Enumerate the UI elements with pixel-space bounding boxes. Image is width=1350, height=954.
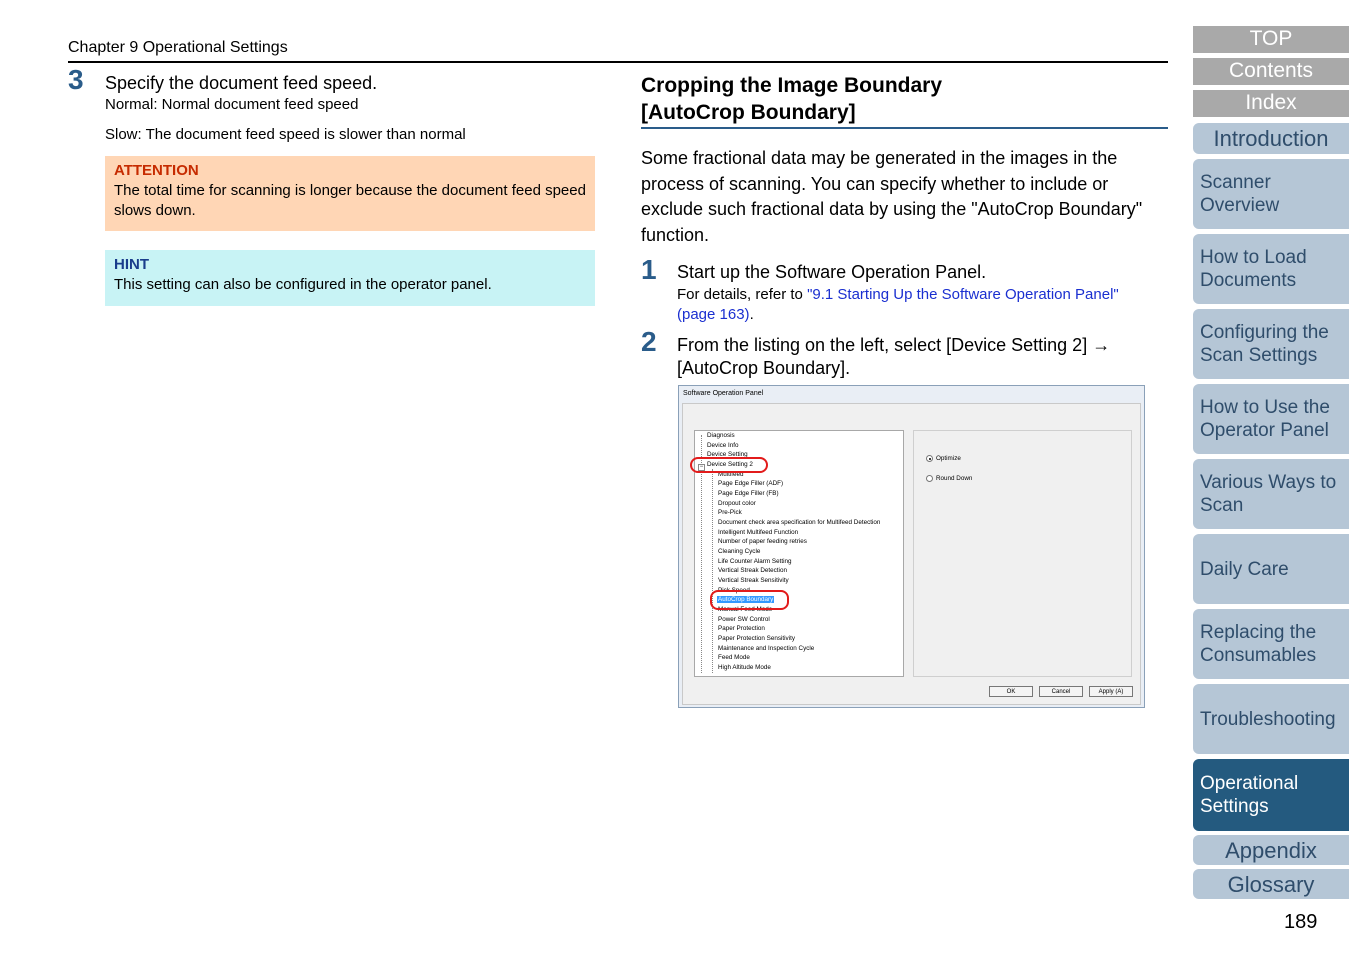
radio-selected-icon — [926, 455, 933, 462]
section-rule — [641, 127, 1168, 129]
step-2-line1: From the listing on the left, select [Device Setting 2] → — [677, 335, 1111, 355]
tree-item[interactable]: Vertical Streak Detection — [718, 567, 787, 574]
page-163-link[interactable]: (page 163) — [677, 306, 750, 323]
tree-item-autocrop-boundary[interactable]: AutoCrop Boundary — [718, 596, 774, 603]
slow-speed-line: Slow: The document feed speed is slower than normal — [105, 126, 466, 143]
tree-item[interactable]: Document check area specification for Multifeed Detection — [718, 519, 881, 526]
tree-item[interactable]: Power SW Control — [718, 616, 770, 623]
nav-various-ways-to-scan[interactable]: Various Ways to Scan — [1193, 459, 1349, 529]
round-down-label: Round Down — [936, 475, 973, 483]
step-1-detail — [677, 285, 1157, 325]
header-rule — [68, 61, 1168, 63]
tree-item[interactable]: Diagnosis — [707, 432, 735, 439]
step-3-number: 3 — [68, 64, 84, 95]
tree-item[interactable]: Life Counter Alarm Setting — [718, 558, 792, 565]
nav-contents[interactable]: Contents — [1193, 58, 1349, 85]
nav-top[interactable]: TOP — [1193, 26, 1349, 53]
nav-replacing-consumables[interactable]: Replacing the Consumables — [1193, 609, 1349, 679]
tree-item[interactable]: Paper Protection — [718, 625, 765, 632]
collapse-icon[interactable]: − — [699, 464, 704, 470]
cancel-button[interactable]: Cancel — [1039, 686, 1083, 697]
tree-item[interactable]: Maintenance and Inspection Cycle — [718, 645, 815, 652]
nav-scanner-overview[interactable]: Scanner Overview — [1193, 159, 1349, 229]
section-title-line1: Cropping the Image Boundary — [641, 74, 943, 97]
hint-text: This setting can also be configured in the operator panel. — [114, 276, 492, 293]
nav-introduction[interactable]: Introduction — [1193, 123, 1349, 154]
tree-item[interactable]: Paper Protection Sensitivity — [718, 635, 795, 642]
step-1-number: 1 — [641, 254, 657, 285]
tree-item[interactable]: Page Edge Filler (ADF) — [718, 480, 784, 487]
normal-speed-line: Normal: Normal document feed speed — [105, 96, 359, 113]
tree-item-device-setting-2[interactable]: Device Setting 2 — [707, 461, 753, 468]
tree-item[interactable]: Number of paper feeding retries — [718, 538, 807, 545]
tree-item[interactable]: High Altitude Mode — [718, 664, 771, 671]
step-2-text — [677, 334, 1110, 380]
page-number: 189 — [1284, 911, 1318, 933]
intro-paragraph: Some fractional data may be generated in the images in the process of scanning. You can specify whether to include or exclude such fractional data by using the "AutoCrop Boundary" function. — [641, 148, 1143, 245]
nav-index[interactable]: Index — [1193, 90, 1349, 117]
options-pane — [913, 430, 1132, 677]
step-1-detail-prefix: For details, refer to — [677, 286, 808, 303]
tree-item[interactable]: Pre-Pick — [718, 509, 742, 516]
highlight-device-setting-2 — [690, 457, 768, 473]
highlight-autocrop-boundary — [710, 590, 789, 610]
nav-configuring-scan-settings[interactable]: Configuring the Scan Settings — [1193, 309, 1349, 379]
attention-box — [105, 156, 595, 231]
chapter-header: Chapter 9 Operational Settings — [68, 39, 288, 56]
ok-button[interactable]: OK — [989, 686, 1033, 697]
tree-item[interactable]: Vertical Streak Sensitivity — [718, 577, 789, 584]
tree-item[interactable]: Manual Feed Mode — [718, 606, 773, 613]
attention-title: ATTENTION — [114, 162, 199, 179]
nav-operator-panel[interactable]: How to Use the Operator Panel — [1193, 384, 1349, 454]
nav-how-to-load-documents[interactable]: How to Load Documents — [1193, 234, 1349, 304]
round-down-radio[interactable] — [926, 475, 972, 482]
tree-item[interactable]: Multifeed — [718, 471, 744, 478]
attention-text: The total time for scanning is longer because the document feed speed slows down. — [114, 182, 586, 219]
section-title — [641, 72, 1168, 126]
tree-item[interactable]: Page Edge Filler (FB) — [718, 490, 779, 497]
optimize-label: Optimize — [936, 455, 961, 463]
window-title: Software Operation Panel — [683, 390, 764, 397]
nav-glossary[interactable]: Glossary — [1193, 869, 1349, 899]
tree-guide-line-child — [712, 469, 713, 673]
tree-item[interactable]: Device Info — [707, 442, 739, 449]
step-2-line2: [AutoCrop Boundary]. — [677, 358, 851, 378]
tree-item[interactable]: Intelligent Multifeed Function — [718, 529, 799, 536]
hint-box — [105, 250, 595, 306]
hint-title: HINT — [114, 256, 149, 273]
tree-item[interactable]: Feed Mode — [718, 654, 750, 661]
tree-item[interactable]: Dropout color — [718, 500, 756, 507]
nav-appendix[interactable]: Appendix — [1193, 835, 1349, 865]
tree-item[interactable]: Cleaning Cycle — [718, 548, 761, 555]
optimize-radio[interactable] — [926, 455, 961, 462]
radio-unselected-icon — [926, 475, 933, 482]
section-title-line2: [AutoCrop Boundary] — [641, 101, 856, 124]
tree-item[interactable]: Device Setting — [707, 451, 748, 458]
software-operation-panel-screenshot — [678, 385, 1145, 708]
nav-operational-settings[interactable]: Operational Settings — [1193, 759, 1349, 831]
step-1-detail-suffix: . — [749, 306, 754, 323]
software-panel-link[interactable]: "9.1 Starting Up the Software Operation Panel" — [807, 286, 1119, 303]
nav-daily-care[interactable]: Daily Care — [1193, 534, 1349, 604]
step-1-text: Start up the Software Operation Panel. — [677, 262, 987, 282]
apply-button[interactable]: Apply (A) — [1089, 686, 1133, 697]
tree-item[interactable]: Pick Speed — [718, 587, 750, 594]
step-3-text: Specify the document feed speed. — [105, 73, 378, 93]
step-2-number: 2 — [641, 326, 657, 357]
window-body — [682, 403, 1141, 705]
nav-troubleshooting[interactable]: Troubleshooting — [1193, 684, 1349, 754]
